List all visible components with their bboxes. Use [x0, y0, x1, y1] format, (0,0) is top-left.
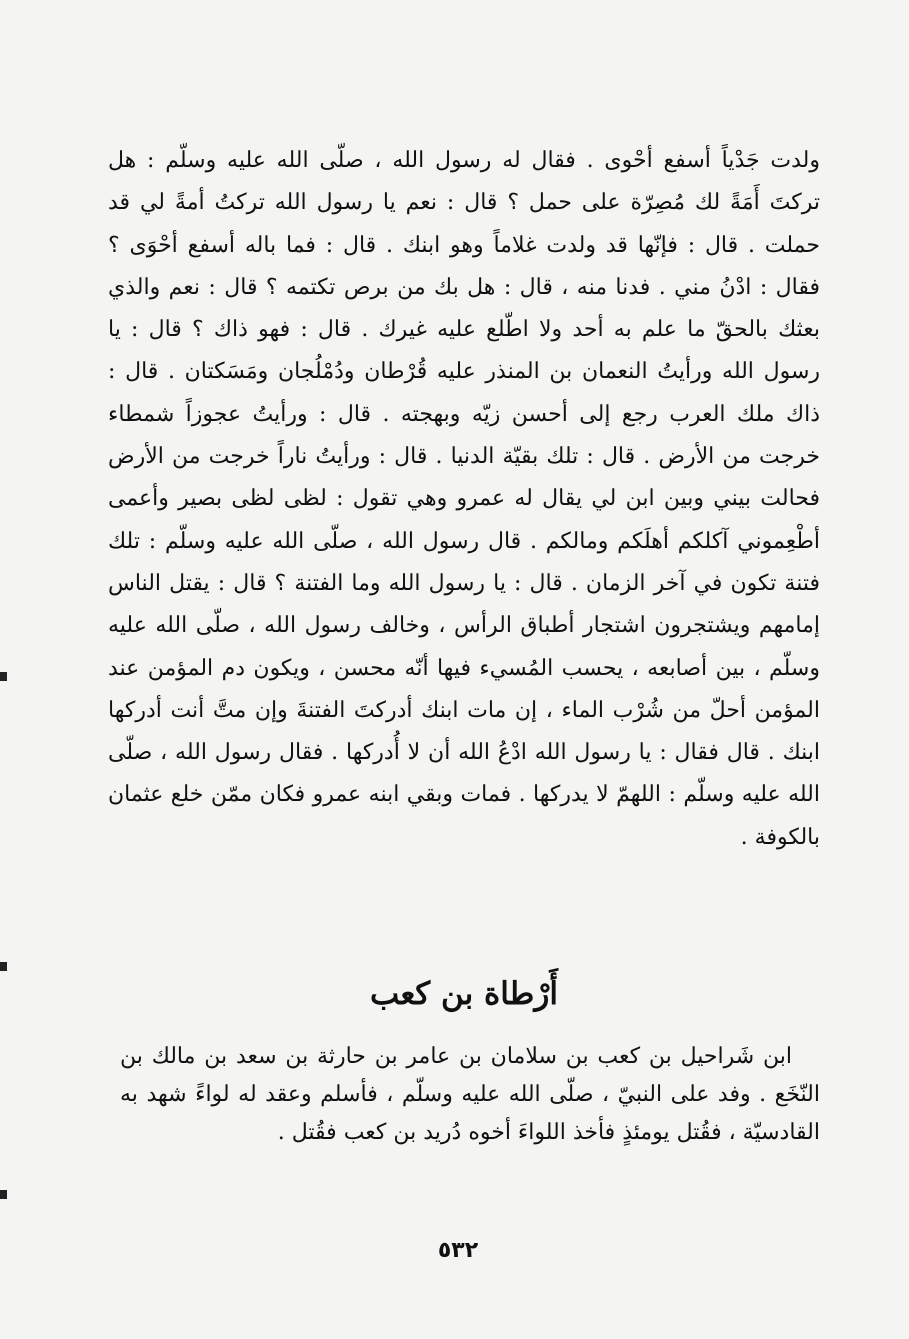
margin-mark [0, 672, 7, 681]
page-number: ٥٣٢ [437, 1238, 479, 1263]
margin-mark [0, 962, 7, 971]
main-paragraph: ولدت جَدْياً أسفع أحْوى . فقال له رسول الله ، صلّى الله عليه وسلّم : هل تركتَ أَمَةً لك مُصِرّة على حمل ؟ قال : نعم يا رسول الله تركتُ أمةً لي قد حملت . قال : فإنّها قد ولدت غلاماً وهو ابنك . قال : فما باله أسفع أحْوَى ؟ فقال : ادْنُ مني . فدنا منه ، قال : هل بك من برص تكتمه ؟ قال : نعم والذي بعثك بالحقّ ما علم به أحد ولا اطّلع عليه غيرك . قال : فهو ذاك ؟ قال : يا رسول الله ورأيتُ النعمان بن المنذر عليه قُرْطان ودُمْلُجان ومَسَكتان . قال : ذاك ملك العرب رجع إلى أحسن زيّه وبهجته . قال : ورأيتُ عجوزاً شمطاء خرجت من الأرض . قال : تلك بقيّة الدنيا . قال : ورأيتُ ناراً خرجت من الأرض فحالت بيني وبين ابن لي يقال له عمرو وهي تقول : لظى لظى بصير وأعمى أطْعِموني آكلكم أهلَكم ومالكم . قال رسول الله ، صلّى الله عليه وسلّم : تلك فتنة تكون في آخر الزمان . قال : يا رسول الله وما الفتنة ؟ قال : يقتل الناس إمامهم ويشتجرون اشتجار أطباق الرأس ، وخالف رسول الله ، صلّى الله عليه وسلّم ، بين أصابعه ، يحسب المُسيء فيها أنّه محسن ، ويكون دم المؤمن عند المؤمن أحلّ من شُرْب الماء ، إن مات ابنك أدركتَ الفتنةَ وإن متَّ أنت أدركها ابنك . قال فقال : يا رسول الله ادْعُ الله أن لا أُدركها . فقال رسول الله ، صلّى الله عليه وسلّم : اللهمّ لا يدركها . فمات وبقي ابنه عمرو فكان ممّن خلع عثمان بالكوفة . [108, 148, 820, 850]
margin-mark [0, 1190, 7, 1199]
main-body-text [108, 140, 820, 859]
biography-paragraph: ابن شَراحيل بن كعب بن سلامان بن عامر بن حارثة بن سعد بن مالك بن النّخَع . وفد على النبيّ ، صلّى الله عليه وسلّم ، فأسلم وعقد له لواءً شهد به القادسيّة ، فقُتل يومئذٍ فأخذ اللواءَ أخوه دُريد بن كعب فقُتل . [120, 1044, 820, 1145]
section-heading: أَرْطاة بن كعب [370, 976, 558, 1012]
biography-text [120, 1038, 820, 1152]
